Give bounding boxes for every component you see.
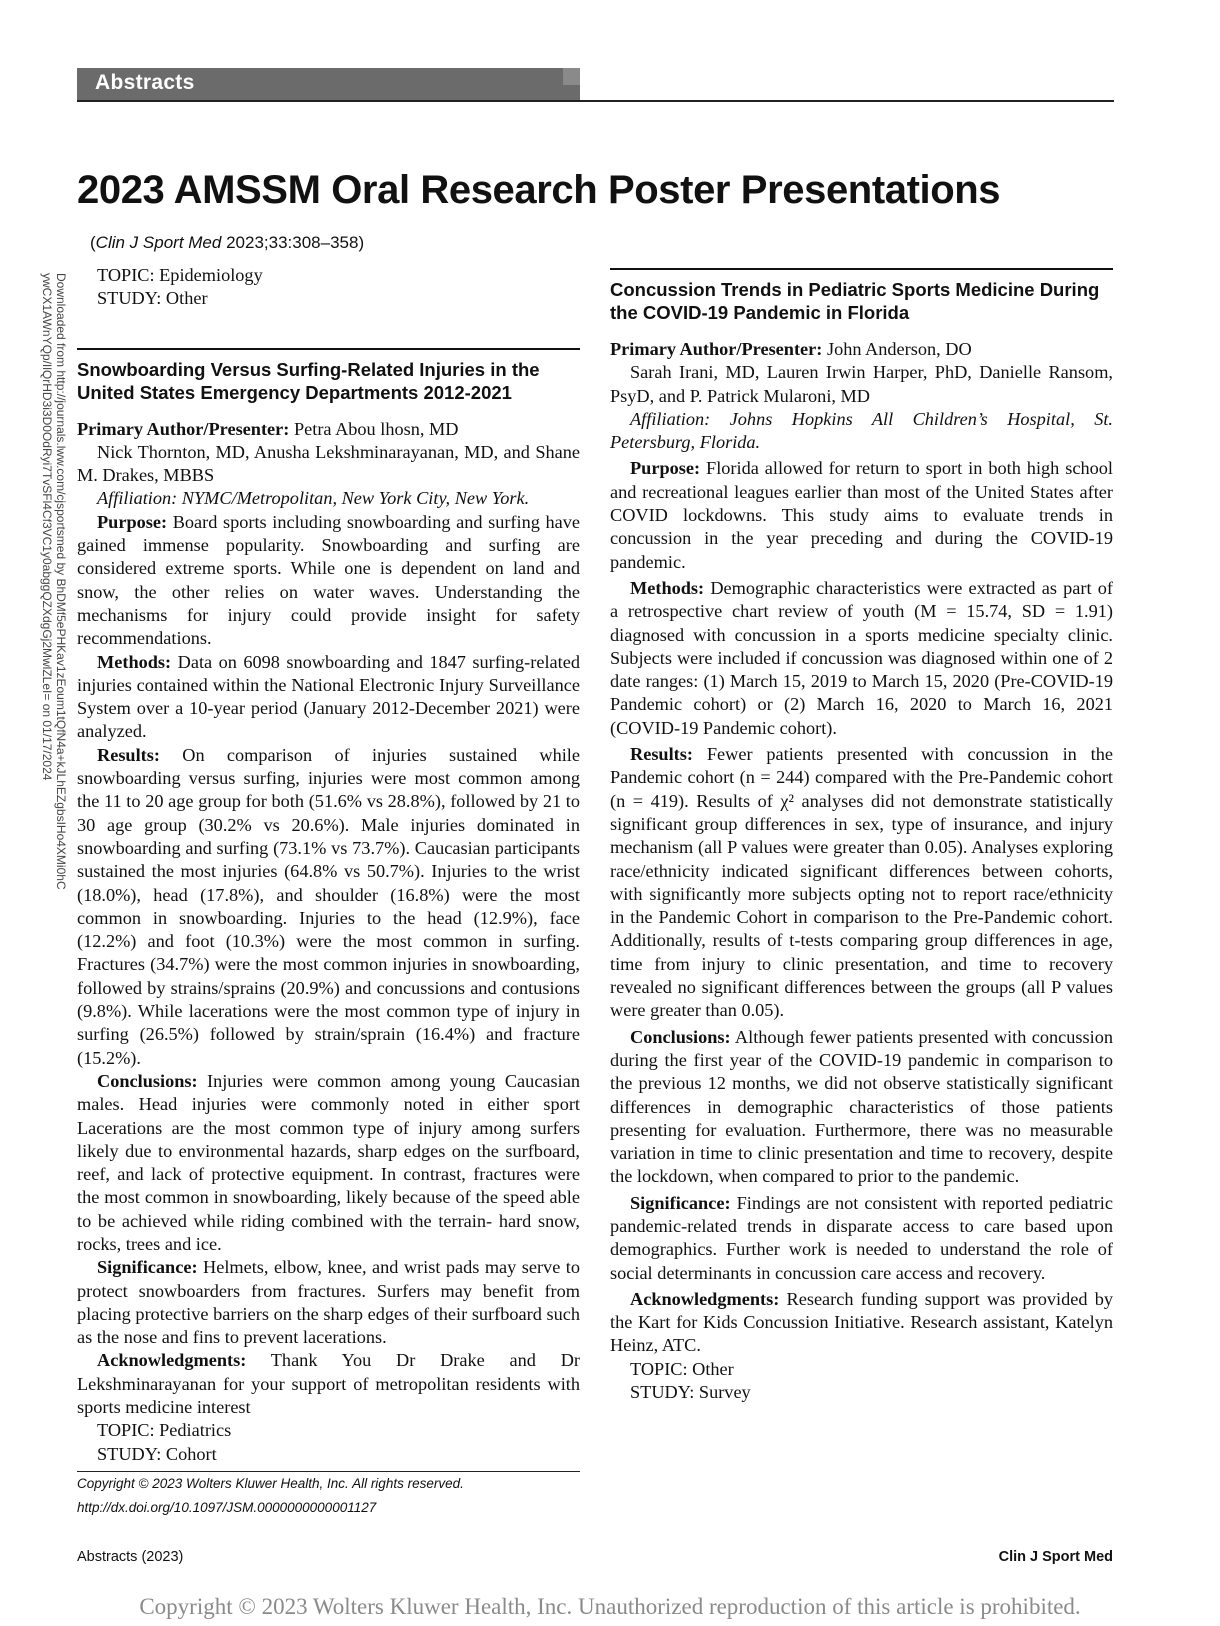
- purpose-text: Florida allowed for return to sport in both high school and recreational leagues earlier than most of the United States after COVID lockdowns. This study aims to evaluate trends in concussion in the year preceding and during the COVID-19 pandemic.: [610, 458, 1113, 572]
- download-note-line-1: Downloaded from http://journals.lww.com/cjsportsmed by BhDMf5ePHKav1zEoum1tQfN4a+kJLhEZgbsIHo4XMi0hC: [54, 273, 68, 890]
- left-column: [77, 264, 580, 1466]
- significance-text: Findings are not consistent with reported pediatric pandemic-related trends in disparate access to care based upon demographics. Further work is needed to understand the role of social determinants in concussion care access and recovery.: [610, 1192, 1113, 1283]
- significance: [610, 1192, 1113, 1285]
- page-title: 2023 AMSSM Oral Research Poster Presentations: [77, 168, 1001, 212]
- acknowledgments-label: Acknowledgments:: [630, 1288, 780, 1309]
- acknowledgments: [77, 1349, 580, 1419]
- primary-author-name: Petra Abou lhosn, MD: [293, 418, 459, 439]
- primary-author: [610, 338, 1113, 361]
- article-rule: [610, 268, 1113, 270]
- purpose-label: Purpose:: [630, 458, 701, 479]
- section-label: Abstracts: [95, 71, 195, 94]
- conclusions-label: Conclusions:: [97, 1070, 198, 1091]
- affiliation: Affiliation: Johns Hopkins All Children’s Hospital, St. Petersburg, Florida.: [610, 408, 1113, 453]
- right-column: [610, 268, 1113, 1404]
- footer-section: Abstracts (2023): [77, 1549, 184, 1565]
- banner-notch: [563, 68, 580, 85]
- primary-author-label: Primary Author/Presenter:: [77, 418, 290, 439]
- results-text: Fewer patients presented with concussion in the Pandemic cohort (n = 244) compared with the Pre-Pandemic cohort (n = 419). Results of χ² analyses did not demonstrate statistically significant group differences in sex, type of insurance, and injury mechanism (all P values were greater than 0.05). Analyses exploring race/ethnicity indicated significant differences between cohorts, with significantly more subjects opting not to report race/ethnicity in the Pandemic Cohort in comparison to the Pre-Pandemic cohort. Additionally, results of t-tests comparing group differences in age, time from injury to clinic presentation, and time to recovery revealed no significant differences between the groups (all P values were greater than 0.05).: [610, 744, 1114, 1021]
- topic: TOPIC: Pediatrics: [97, 1420, 232, 1441]
- results-text: On comparison of injuries sustained while snowboarding versus surfing, injuries were most common among the 11 to 20 age group for both (51.6% vs 28.8%), followed by 21 to 30 age group (30.2% vs 20.6%). Male injuries dominated in snowboarding and surfing (73.1% vs 73.7%). Caucasian participants sustained the most injuries (64.8% vs 50.7%). Injuries to the wrist (18.0%), head (17.8%), and shoulder (16.8%) were the most common in snowboarding. Injuries to the head (12.9%), face (12.2%) and foot (10.3%) were the most common in surfing. Fractures (34.7%) were the most common injuries in snowboarding, followed by strains/sprains (20.9%) and concussions and contusions (9.8%). While lacerations were the most common type of injury in surfing (26.5%) followed by strain/sprain (16.4%) and fracture (15.2%).: [77, 744, 580, 1068]
- affiliation: Affiliation: NYMC/Metropolitan, New York City, New York.: [97, 488, 530, 509]
- results: [77, 744, 580, 1070]
- methods-label: Methods:: [97, 651, 172, 672]
- citation-rest: 2023;33:308–358: [226, 233, 359, 252]
- methods: [610, 577, 1113, 740]
- banner-rule: [77, 100, 1114, 102]
- significance-label: Significance:: [97, 1257, 198, 1278]
- acknowledgments: [610, 1288, 1113, 1358]
- download-note-line-2: ywCX1AWnYQp/IlQrHD3i3D0OdRyi7TvSFl4Cf3VC1y0abggQZXdgGj2MwlZLeI= on 01/17/2024: [40, 273, 54, 781]
- conclusions-label: Conclusions:: [630, 1026, 731, 1047]
- acknowledgments-label: Acknowledgments:: [97, 1350, 247, 1371]
- significance: [77, 1256, 580, 1349]
- methods-text: Demographic characteristics were extracted as part of a retrospective chart review of youth (M = 15.74, SD = 1.91) diagnosed with concussion in a sports medicine specialty clinic. Subjects were included if concussion was diagnosed within one of 2 date ranges: (1) March 15, 2019 to March 15, 2020 (Pre-COVID-19 Pandemic cohort) or (2) March 16, 2020 to March 16, 2021 (COVID-19 Pandemic cohort).: [610, 577, 1114, 738]
- coauthors: Sarah Irani, MD, Lauren Irwin Harper, PhD, Danielle Ransom, PsyD, and P. Patrick Mularoni, MD: [610, 362, 1113, 406]
- footer-rule: [77, 1471, 580, 1472]
- article-rule: [77, 348, 580, 350]
- purpose-text: Board sports including snowboarding and surfing have gained immense popularity. Snowboarding and surfing are considered extreme sports. While one is dependent on land and snow, the other relies on water waves. Understanding the mechanisms for injury could provide insight for safety recommendations.: [77, 511, 580, 649]
- topic-top: TOPIC: Epidemiology: [97, 265, 263, 285]
- footer-journal: Clin J Sport Med: [998, 1549, 1113, 1565]
- purpose: [77, 511, 580, 651]
- methods-label: Methods:: [630, 577, 705, 598]
- purpose: [610, 457, 1113, 573]
- coauthors: Nick Thornton, MD, Anusha Lekshminarayanan, MD, and Shane M. Drakes, MBBS: [77, 441, 580, 486]
- acknowledgments-text: Research funding support was provided by the Kart for Kids Concussion Initiative. Research assistant, Katelyn Heinz, ATC.: [610, 1288, 1113, 1356]
- results: [610, 743, 1113, 1023]
- article-title-snowboarding: Snowboarding Versus Surfing-Related Injuries in the United States Emergency Departments 2012-2021: [77, 358, 540, 403]
- citation-journal: Clin J Sport Med: [95, 233, 222, 252]
- significance-text: Helmets, elbow, knee, and wrist pads may serve to protect snowboarders from fractures. Surfers may benefit from placing protective barriers on the sharp edges of their surfboard such as the nose and fins to prevent lacerations.: [77, 1257, 580, 1348]
- doi-link[interactable]: http://dx.doi.org/10.1097/JSM.0000000000001127: [77, 1500, 377, 1515]
- acknowledgments-text: Thank You Dr Drake and Dr Lekshminarayanan for your support of metropolitan residents with sports medicine interest: [77, 1350, 580, 1418]
- primary-author-label: Primary Author/Presenter:: [610, 339, 823, 359]
- citation-close: ): [358, 233, 365, 252]
- study: STUDY: Survey: [630, 1382, 751, 1403]
- copyright-notice: Copyright © 2023 Wolters Kluwer Health, Inc. All rights reserved.: [77, 1476, 464, 1491]
- topic: TOPIC: Other: [630, 1358, 734, 1379]
- conclusions: [610, 1026, 1113, 1189]
- study-top: STUDY: Other: [97, 288, 208, 309]
- results-label: Results:: [630, 744, 693, 765]
- significance-label: Significance:: [630, 1192, 731, 1213]
- download-note: [14, 273, 68, 973]
- article-title-concussion: Concussion Trends in Pediatric Sports Medicine During the COVID-19 Pandemic in Florida: [610, 279, 1100, 323]
- purpose-label: Purpose:: [97, 511, 168, 532]
- citation: [90, 233, 364, 253]
- citation-open: (: [90, 233, 96, 252]
- primary-author-name: John Anderson, DO: [826, 339, 972, 359]
- results-label: Results:: [97, 744, 160, 765]
- study: STUDY: Cohort: [97, 1443, 217, 1464]
- conclusions-text: Although fewer patients presented with concussion during the first year of the COVID-19 pandemic in comparison to the previous 12 months, we did not observe statistically significant differences in demographic characteristics of those patients presenting for evaluation. Furthermore, there was no measurable variation in time to clinic presentation and time to recovery, despite the lockdown, when compared to prior to the pandemic.: [610, 1026, 1113, 1187]
- primary-author: [77, 418, 580, 441]
- methods-text: Data on 6098 snowboarding and 1847 surfing-related injuries contained within the National Electronic Injury Surveillance System over a 10-year period (January 2012-December 2021) were analyzed.: [77, 651, 580, 742]
- copyright-watermark: Copyright © 2023 Wolters Kluwer Health, Inc. Unauthorized reproduction of this article is prohibited.: [139, 1594, 1081, 1619]
- conclusions: [77, 1070, 580, 1256]
- conclusions-text: Injuries were common among young Caucasian males. Head injuries were commonly noted in either sport Lacerations are the most common type of injury among surfers likely due to environmental hazards, sharp edges on the surfboard, reef, and lack of protective equipment. In contrast, fractures were the most common in snowboarding, likely because of the speed able to be achieved while riding combined with the terrain- hard snow, rocks, trees and ice.: [77, 1070, 580, 1254]
- methods: [77, 651, 580, 744]
